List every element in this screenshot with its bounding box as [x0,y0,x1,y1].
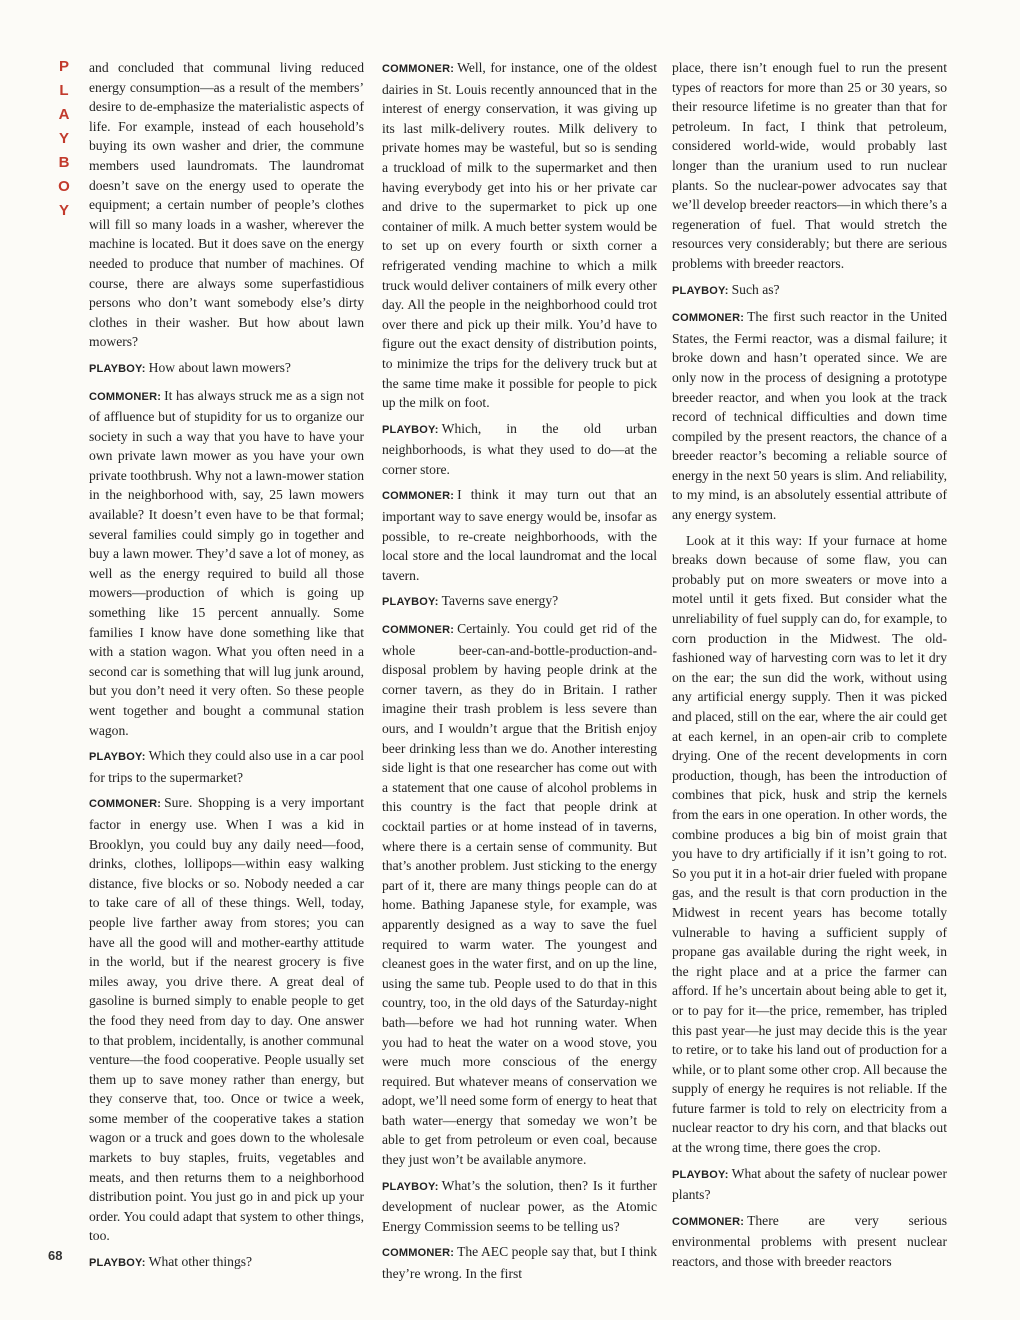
paragraph [382,419,657,480]
paragraph-text: What’s the solution, then? Is it further development of nuclear power, as the Atomic Energy Commission seems to be telling us? [382,1177,657,1234]
text-column-3 [672,58,947,1278]
paragraph [382,485,657,585]
page-number: 68 [48,1248,63,1263]
paragraph-text: The AEC people say that, but I think they’re wrong. In the first [382,1244,657,1282]
paragraph [382,591,657,613]
paragraph [382,619,657,1170]
magazine-name-vertical [56,55,72,223]
magazine-letter: B [58,154,70,171]
paragraph-text: Which they could also use in a car pool for trips to the supermarket? [89,748,364,785]
text-column-1 [89,58,364,1280]
paragraph [89,746,364,787]
paragraph-text: Well, for instance, one of the oldest dairies in St. Louis recently announced that in the interest of energy conservation, it was giving up its last milk-delivery routes. Milk delivery to private homes may be wasteful, but so is sending a truckload of milk to the supermarket and then having everybody get into his or her private car and drive to the supermarket to pick up one container of milk. A much better system would be to set up on every fourth or sixth corner a refrigerated vending machine to which a milk truck would deliver containers of milk every other day. All the people in the neighborhood could trot over there and pick up their milk. You’d have to figure out the exact density of distribution points, to minimize the trips for the delivery truck but at the same time make it possible for people to pick up the milk on foot. [382,60,657,411]
paragraph-text: Which, in the old urban neighborhoods, is what they used to do—at the corner store. [382,420,657,477]
magazine-letter: Y [58,202,69,219]
speaker-label: COMMONER: [672,1215,745,1228]
paragraph [672,1211,947,1272]
text-column-2 [382,58,657,1290]
paragraph [672,531,947,1158]
magazine-letter: P [58,58,69,75]
paragraph [89,793,364,1246]
speaker-label: PLAYBOY: [382,596,439,609]
magazine-letter: A [58,106,70,123]
speaker-label: PLAYBOY: [382,423,439,436]
speaker-label: COMMONER: [382,624,455,637]
speaker-label: COMMONER: [89,798,162,811]
paragraph-text: How about lawn mowers? [148,359,291,375]
paragraph-text: It has always struck me as a sign not of affluence but of stupidity for us to organize our society in such a way that you have to have your own private lawn mower as you have your own private toothbrush. Why not a lawn-mower station in the neighborhood with, say, 25 lawn mowers available? It doesn’t even have to be that formal; several families could simply go in together and buy a lawn mower. They’d save a lot of money, as well as the energy required to build all those mowers—production of which is going up something like 15 percent annually. Some families I know have done something like that with a station wagon. What you often need in a second car is something that will lug junk around, but you don’t need it very often. So these people went together and bought a communal station wagon. [89,387,364,738]
paragraph-text: Look at it this way: If your furnace at home breaks down because of some flaw, you can probably put on more sweaters or move into a motel until it gets fixed. But consider what the unreliability of fuel supply can do, for example, to corn production in the Midwest. The old-fashioned way of harvesting corn was to let it dry on the ear; the sun did the work, without using any artificial energy supply. Then it was picked and placed, still on the ear, where the air could get at each kernel, in an open-air crib to complete drying. One of the recent developments in corn production, though, has been the introduction of combines that pick, husk and strip the kernels from the ears in one operation. In other words, the combine produces a big bin of moist grain that you have to dry artificially if it isn’t going to rot. So you put it in a hot-air drier fueled with propane gas, and the result is that corn production in the Midwest in recent years has become totally vulnerable to having a sufficient supply of propane gas available during the right week, in the right place and at a price the farmer can afford. If he’s uncertain about being able to get it, or to pay for it—the price, remember, has tripled this past year—he just may decide this is the year to retire, or to take his land out of production for a while, or to plant some other crop. All because the supply of energy he requires is not reliable. If the future farmer is told to rely on electricity from a nuclear reactor to dry his corn, and that blacks out at the wrong time, there goes the crop. [672,532,947,1156]
paragraph [89,1252,364,1274]
speaker-label: PLAYBOY: [89,362,146,375]
speaker-label: PLAYBOY: [89,751,146,764]
paragraph [89,358,364,380]
magazine-letter: L [59,82,69,99]
speaker-label: COMMONER: [382,490,455,503]
paragraph [672,307,947,525]
speaker-label: PLAYBOY: [382,1180,439,1193]
speaker-label: PLAYBOY: [672,284,729,297]
speaker-label: PLAYBOY: [672,1168,729,1181]
paragraph-text: place, there isn’t enough fuel to run the present types of reactors for more than 25 or 30 years, so their resource lifetime is no greater than that for petroleum. In fact, I think that petroleum, considered world-wide, would probably last longer than the uranium used to run nuclear plants. So the nuclear-power advocates say that we’ll develop breeder reactors—in which there’s a regeneration of fuel. That would stretch the resources very considerably; but there are serious problems with breeder reactors. [672,60,947,271]
paragraph [382,58,657,413]
paragraph [672,58,947,274]
speaker-label: COMMONER: [382,63,455,75]
paragraph-text: What about the safety of nuclear power plants? [672,1165,947,1203]
paragraph [89,386,364,741]
paragraph-text: There are very serious environmental problems with present nuclear reactors, and those with breeder reactors [672,1212,947,1270]
paragraph-text: Taverns save energy? [441,593,559,609]
paragraph [382,1176,657,1237]
paragraph-text: Sure. Shopping is a very important factor in energy use. When I was a kid in Brooklyn, you could buy any daily need—food, drinks, clothes, lollipops—within easy walking distance, five blocks or so. Nobody needed a car to take care of all of these things. Well, today, people live farther away from stores; you can have all the good will and mother-earthy attitude in the world, but if the nearest grocery is five miles away, you drive there. A great deal of gasoline is burned simply to enable people to get the food they need from day to day. One answer to that problem, incidentally, is another communal venture—the food cooperative. People usually set them up to save money rather than energy, but they conserve that, too. Once or twice a week, some member of the cooperative takes a station wagon or a truck and goes down to the wholesale markets to buy staples, fruits, vegetables and meats, and then returns them to a neighborhood distribution point. You just go in and pick up your order. You could adapt that system to other things, too. [89,795,364,1244]
paragraph-text: What other things? [148,1254,253,1270]
magazine-letter: O [58,178,70,195]
paragraph [672,280,947,302]
paragraph-text: and concluded that communal living reduced energy consumption—as a result of the members’ desire to de-emphasize the materialistic aspects of life. For example, instead of each household’s buying its own washer and drier, the commune members used laundromats. The laundromat doesn’t save on the energy used to operate the equipment; a certain number of people’s clothes will fill so many loads in a washer, wherever the machine is located. But it does save on the energy needed to produce that number of machines. Of course, there are always some superfastidious persons who don’t want somebody else’s dirty clothes in their washer. But how about lawn mowers? [89,60,364,350]
speaker-label: COMMONER: [382,1247,455,1260]
paragraph [382,1242,657,1283]
paragraph-text: I think it may turn out that an important way to save energy would be, insofar as possible, to re-create neighborhoods, with the local store and the local laundromat and the local tavern. [382,487,657,583]
speaker-label: PLAYBOY: [89,1257,146,1270]
paragraph [672,1164,947,1205]
paragraph-text: Certainly. You could get rid of the whole beer-can-and-bottle-production-and-disposal problem by having people drink at the corner tavern, as they do in Britain. I rather imagine their trash problem is less severe than ours, and I wouldn’t argue that the British enjoy beer drinking less than we do. Another interesting side light is that one researcher has come out with a statement that one cause of alcohol problems in this country is the fact that people drink at cocktail parties or at home instead of in taverns, where there is a certain sense of community. But that’s another problem. Just sticking to the energy part of it, there are many things people can do at home. Bathing Japanese style, for example, was apparently designed as a way to save the fuel required to warm water. The youngest and cleanest goes in the water first, and on up the line, using the same tub. People used to do that in this country, too, in the old days of the Saturday-night bath—before we had hot running water. When you had to heat the water on a wood stove, you were much more conscious of the energy required. But whatever means of conservation we adopt, we’ll need some form of energy to heat that bath water—energy that someday we won’t be able to get from petroleum or even coal, because they just won’t be available anymore. [382,621,657,1168]
speaker-label: COMMONER: [89,390,162,403]
paragraph [89,58,364,352]
paragraph-text: The first such reactor in the United States, the Fermi reactor, was a dismal failure; it broke down and hasn’t operated since. We are only now in the process of designing a prototype breeder reactor, and when you look at the track record of technical difficulties and down time compiled by the present reactors, the chance of a breeder reactor’s becoming a reliable source of energy in the next 50 years is slim. And reliability, to my mind, is an absolutely essential attribute of any energy system. [672,309,947,523]
magazine-letter: Y [58,130,69,147]
paragraph-text: Such as? [731,281,780,297]
speaker-label: COMMONER: [672,312,745,325]
